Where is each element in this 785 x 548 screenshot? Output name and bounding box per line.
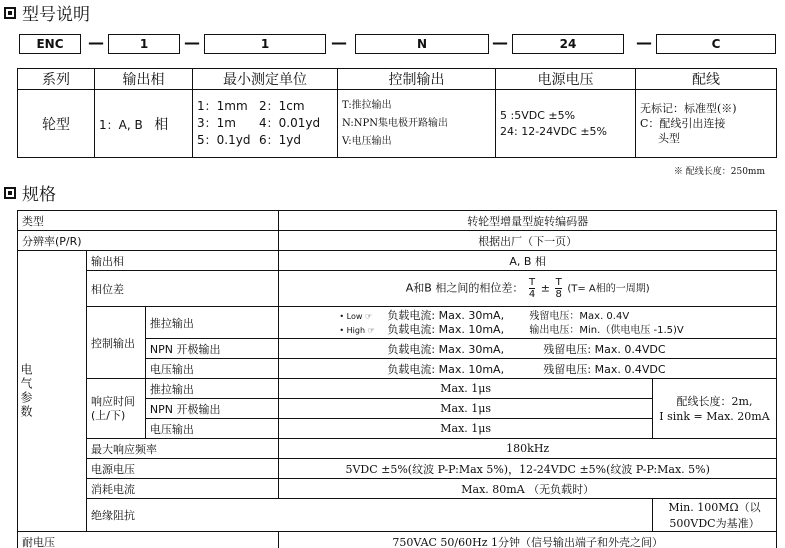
series-value: 轮型 <box>18 90 95 158</box>
spec-row-current: 消耗电流 Max. 80mA （无负载时） <box>18 479 777 499</box>
spec-row-resp-npn: NPN 开极输出 Max. 1μs <box>18 399 777 419</box>
spec-row-phase-diff: 相位差 A和B 相之间的相位差： $\frac{T}{4}$ ± $\frac{T}{8}$ (T= A相的一周期) <box>18 271 777 307</box>
spec-table <box>17 210 777 548</box>
square-bullet-icon <box>4 187 16 199</box>
spec-row-npn: NPN 开极输出 负载电流: Max. 30mA, 残留电压: Max. 0.4VDC <box>18 339 777 359</box>
header-control: 控制输出 <box>338 69 496 90</box>
push-pull-value: • Low ☞ 负载电流: Max. 30mA, 残留电压：Max. 0.4V • High ☞ 负载电流: Max. 10mA, 输出电压：Min.（供电电压 -1.5)V <box>279 307 777 339</box>
unit-values: 1：1mm 2：1cm 3：1m 4：0.01yd 5：0.1yd 6：1yd <box>193 90 338 158</box>
code-series: ENC <box>19 34 81 54</box>
code-unit: 1 <box>204 34 326 54</box>
code-dash: — <box>184 33 200 52</box>
spec-section-title: 规格 <box>4 180 56 205</box>
spec-row-resp-push: 响应时间 (上/下) 推拉输出 Max. 1μs 配线长度：2m, I sink = Max. 20mA <box>18 379 777 399</box>
wiring-values: 无标记：标准型(※) C：配线引出连接 头型 <box>636 90 777 158</box>
control-values: T:推拉输出 N:NPN集电极开路输出 V:电压输出 <box>338 90 496 158</box>
spec-row-type: 类型 转轮型增量型旋转编码器 <box>18 211 777 231</box>
spec-row-insulation: 绝缘阻抗 Min. 100MΩ（以500VDC为基准） <box>18 499 777 532</box>
model-section-title: 型号说明 <box>4 0 90 25</box>
fraction-t-over-8: $\frac{T}{8}$ <box>555 277 562 300</box>
code-dash: — <box>492 33 508 52</box>
spec-row-voltage: 电压输出 负载电流: Max. 10mA, 残留电压: Max. 0.4VDC <box>18 359 777 379</box>
spec-row-push-pull: 控制输出 推拉输出 • Low ☞ 负载电流: Max. 30mA, 残留电压：Max. 0.4V • High ☞ 负载电流: Max. 10mA, 输出电压：Min.（供电电压 -1.5)V <box>18 307 777 339</box>
code-dash: — <box>88 33 104 52</box>
code-phase: 1 <box>108 34 180 54</box>
phase-diff-value: A和B 相之间的相位差： $\frac{T}{4}$ ± $\frac{T}{8}$ (T= A相的一周期) <box>279 271 777 307</box>
header-power: 电源电压 <box>496 69 636 90</box>
spec-row-resolution: 分辨率(P/R) 根据出厂（下一页） <box>18 231 777 251</box>
resp-note: 配线长度：2m, I sink = Max. 20mA <box>652 379 776 439</box>
wiring-length-note: ※ 配线长度：250mm <box>673 167 765 177</box>
spec-row-withstand: 耐电压 750VAC 50/60Hz 1分钟（信号输出端子和外壳之间） <box>18 532 777 548</box>
phase-value: 1：A, B 相 <box>95 90 193 158</box>
spec-row-resp-voltage: 电压输出 Max. 1μs <box>18 419 777 439</box>
electrical-label: 电气参数 <box>18 251 87 532</box>
header-phase: 输出相 <box>95 69 193 90</box>
fraction-t-over-4: $\frac{T}{4}$ <box>528 277 536 300</box>
code-control: N <box>355 34 489 54</box>
header-wiring: 配线 <box>636 69 777 90</box>
header-unit: 最小测定单位 <box>193 69 338 90</box>
spec-row-max-freq: 最大响应频率 180kHz <box>18 439 777 459</box>
square-bullet-icon <box>4 7 16 19</box>
code-power: 24 <box>512 34 624 54</box>
spec-row-power: 电源电压 5VDC ±5%(纹波 P-P:Max 5%)，12-24VDC ±5%(纹波 P-P:Max. 5%) <box>18 459 777 479</box>
power-values: 5 :5VDC ±5% 24: 12-24VDC ±5% <box>496 90 636 158</box>
spec-row-output-phase: 电气参数 输出相 A, B 相 <box>18 251 777 271</box>
code-dash: — <box>331 33 347 52</box>
code-wiring: C <box>656 34 776 54</box>
model-table <box>17 68 777 158</box>
header-series: 系列 <box>18 69 95 90</box>
code-dash: — <box>636 33 652 52</box>
